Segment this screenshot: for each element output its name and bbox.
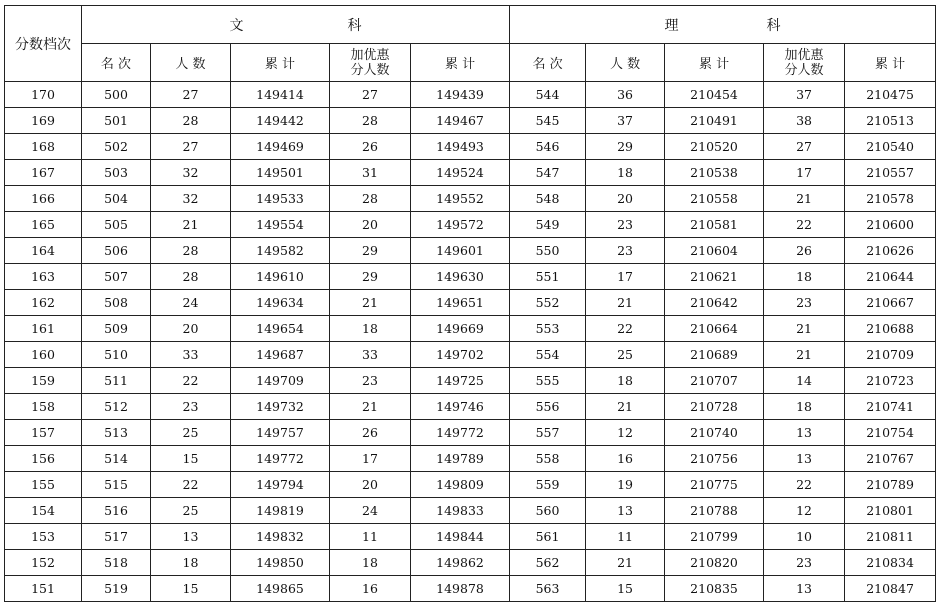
li-bonus-cumulative-cell: 210557 [845,160,936,186]
score-band-cell: 155 [5,472,82,498]
wen-rank-cell: 506 [82,238,151,264]
li-bonus-cumulative-cell: 210644 [845,264,936,290]
score-band-cell: 164 [5,238,82,264]
li-count-cell: 20 [586,186,665,212]
score-band-cell: 157 [5,420,82,446]
li-bonus-cumulative-cell: 210709 [845,342,936,368]
li-bonus-cumulative-cell: 210475 [845,82,936,108]
li-count-cell: 17 [586,264,665,290]
table-row [5,316,936,342]
li-rank-cell: 544 [510,82,586,108]
li-cumulative-cell: 210621 [665,264,764,290]
li-bonus-count-cell: 22 [764,212,845,238]
li-rank-cell: 561 [510,524,586,550]
table-row [5,264,936,290]
wen-rank-cell: 519 [82,576,151,602]
wen-rank-cell: 509 [82,316,151,342]
li-bonus-count-cell: 27 [764,134,845,160]
wen-bonus-cumulative-cell: 149725 [411,368,510,394]
table-row [5,342,936,368]
wen-bonus-count-cell: 21 [330,394,411,420]
score-band-cell: 154 [5,498,82,524]
wen-bonus-cumulative-cell: 149467 [411,108,510,134]
wen-cumulative-cell: 149819 [231,498,330,524]
li-rank-cell: 545 [510,108,586,134]
liberal-arts-title-char-1: 文 [229,17,244,34]
wen-count-cell: 25 [151,420,231,446]
li-bonus-count-cell: 12 [764,498,845,524]
wen-cumulative-cell: 149850 [231,550,330,576]
science-header [510,6,936,44]
li-cumulative-cell: 210756 [665,446,764,472]
li-bonus-count-cell: 10 [764,524,845,550]
li-rank-cell: 557 [510,420,586,446]
li-rank-cell: 556 [510,394,586,420]
li-bonus-cumulative-cell: 210801 [845,498,936,524]
wen-rank-cell: 516 [82,498,151,524]
li-rank-cell: 546 [510,134,586,160]
li-bonus-cumulative-cell: 210688 [845,316,936,342]
li-bonus-cumulative-cell: 210540 [845,134,936,160]
li-count-cell: 36 [586,82,665,108]
wen-cumulative-cell: 149554 [231,212,330,238]
li-count-cell: 29 [586,134,665,160]
wen-cumulative-cell: 149794 [231,472,330,498]
wen-bonus-count-cell: 18 [330,316,411,342]
li-rank-cell: 551 [510,264,586,290]
score-band-cell: 152 [5,550,82,576]
score-band-cell: 165 [5,212,82,238]
wen-rank-cell: 500 [82,82,151,108]
score-band-cell: 167 [5,160,82,186]
li-cumulative-cell: 210689 [665,342,764,368]
wen-cumulative-header: 累 计 [231,44,330,82]
li-cumulative-cell: 210538 [665,160,764,186]
wen-bonus-cumulative-cell: 149878 [411,576,510,602]
wen-cumulative-cell: 149610 [231,264,330,290]
wen-bonus-count-cell: 26 [330,134,411,160]
wen-count-cell: 25 [151,498,231,524]
score-band-cell: 156 [5,446,82,472]
li-cumulative-header: 累 计 [665,44,764,82]
wen-rank-cell: 512 [82,394,151,420]
wen-count-cell: 13 [151,524,231,550]
wen-count-cell: 33 [151,342,231,368]
table-row [5,108,936,134]
wen-bonus-count-cell: 18 [330,550,411,576]
li-bonus-count-cell: 21 [764,316,845,342]
wen-bonus-cumulative-cell: 149746 [411,394,510,420]
wen-bonus-count-cell: 29 [330,264,411,290]
li-bonus-cumulative-cell: 210626 [845,238,936,264]
wen-rank-cell: 514 [82,446,151,472]
li-cumulative-cell: 210775 [665,472,764,498]
wen-bonus-count-cell: 31 [330,160,411,186]
li-bonus-cumulative-cell: 210754 [845,420,936,446]
wen-bonus-cumulative-cell: 149651 [411,290,510,316]
li-bonus-count-cell: 14 [764,368,845,394]
li-bonus-cumulative-cell: 210741 [845,394,936,420]
wen-bonus-cumulative-cell: 149809 [411,472,510,498]
li-rank-cell: 560 [510,498,586,524]
wen-count-cell: 27 [151,134,231,160]
li-count-cell: 21 [586,394,665,420]
li-cumulative-cell: 210642 [665,290,764,316]
wen-bonus-cumulative-cell: 149601 [411,238,510,264]
li-bonus-count-cell: 23 [764,290,845,316]
wen-rank-cell: 508 [82,290,151,316]
wen-cumulative-cell: 149582 [231,238,330,264]
wen-bonus-count-cell: 24 [330,498,411,524]
li-count-cell: 18 [586,368,665,394]
wen-bonus-cumulative-cell: 149702 [411,342,510,368]
li-bonus-count-cell: 18 [764,394,845,420]
score-band-cell: 161 [5,316,82,342]
wen-bonus-count-cell: 17 [330,446,411,472]
li-rank-cell: 549 [510,212,586,238]
wen-cumulative-cell: 149757 [231,420,330,446]
li-bonus-cumulative-cell: 210667 [845,290,936,316]
wen-count-cell: 22 [151,368,231,394]
science-title-char-2: 科 [766,17,781,34]
li-cumulative-cell: 210820 [665,550,764,576]
wen-rank-cell: 502 [82,134,151,160]
li-count-cell: 15 [586,576,665,602]
wen-rank-header: 名 次 [82,44,151,82]
wen-bonus-count-cell: 29 [330,238,411,264]
wen-bonus-count-cell: 21 [330,290,411,316]
table-row [5,160,936,186]
table-row [5,82,936,108]
wen-count-cell: 28 [151,238,231,264]
li-rank-cell: 563 [510,576,586,602]
li-count-cell: 16 [586,446,665,472]
table-row [5,420,936,446]
wen-bonus-cumulative-cell: 149789 [411,446,510,472]
li-rank-cell: 562 [510,550,586,576]
wen-bonus-cumulative-cell: 149862 [411,550,510,576]
wen-count-cell: 28 [151,264,231,290]
wen-bonus-cumulative-header: 累 计 [411,44,510,82]
li-bonus-count-cell: 23 [764,550,845,576]
li-cumulative-cell: 210454 [665,82,764,108]
wen-bonus-cumulative-cell: 149630 [411,264,510,290]
table-row [5,446,936,472]
wen-bonus-count-cell: 20 [330,472,411,498]
score-band-cell: 162 [5,290,82,316]
li-count-cell: 23 [586,238,665,264]
wen-count-cell: 22 [151,472,231,498]
li-bonus-count-cell: 37 [764,82,845,108]
wen-bonus-count-cell: 27 [330,82,411,108]
li-count-cell: 13 [586,498,665,524]
score-band-cell: 169 [5,108,82,134]
li-cumulative-cell: 210788 [665,498,764,524]
score-band-cell: 166 [5,186,82,212]
header-row-groups [5,6,936,44]
li-cumulative-cell: 210581 [665,212,764,238]
li-bonus-cumulative-cell: 210834 [845,550,936,576]
wen-count-cell: 23 [151,394,231,420]
wen-cumulative-cell: 149865 [231,576,330,602]
li-cumulative-cell: 210707 [665,368,764,394]
li-bonus-count-cell: 21 [764,342,845,368]
score-band-cell: 170 [5,82,82,108]
table-row [5,394,936,420]
wen-count-cell: 24 [151,290,231,316]
li-rank-cell: 555 [510,368,586,394]
li-count-cell: 21 [586,290,665,316]
wen-bonus-count-cell: 33 [330,342,411,368]
wen-rank-cell: 513 [82,420,151,446]
wen-bonus-cumulative-cell: 149552 [411,186,510,212]
wen-bonus-count-cell: 23 [330,368,411,394]
wen-bonus-count-cell: 20 [330,212,411,238]
score-band-cell: 160 [5,342,82,368]
wen-rank-cell: 511 [82,368,151,394]
li-bonus-count-cell: 21 [764,186,845,212]
li-bonus-count-cell: 13 [764,446,845,472]
li-rank-cell: 558 [510,446,586,472]
liberal-arts-title-char-2: 科 [347,17,362,34]
wen-bonus-cumulative-cell: 149524 [411,160,510,186]
header-row-columns [5,44,936,82]
li-bonus-cumulative-cell: 210723 [845,368,936,394]
li-count-cell: 25 [586,342,665,368]
li-bonus-cumulative-cell: 210513 [845,108,936,134]
li-count-cell: 18 [586,160,665,186]
wen-cumulative-cell: 149442 [231,108,330,134]
wen-count-cell: 21 [151,212,231,238]
score-band-cell: 163 [5,264,82,290]
li-count-cell: 22 [586,316,665,342]
wen-bonus-cumulative-cell: 149493 [411,134,510,160]
wen-count-cell: 28 [151,108,231,134]
li-bonus-count-cell: 13 [764,420,845,446]
li-rank-cell: 559 [510,472,586,498]
li-cumulative-cell: 210558 [665,186,764,212]
wen-bonus-cumulative-cell: 149833 [411,498,510,524]
li-rank-cell: 554 [510,342,586,368]
wen-count-cell: 32 [151,160,231,186]
wen-rank-cell: 510 [82,342,151,368]
li-bonus-count-cell: 17 [764,160,845,186]
li-rank-cell: 550 [510,238,586,264]
li-count-cell: 37 [586,108,665,134]
score-band-cell: 168 [5,134,82,160]
score-band-cell: 151 [5,576,82,602]
li-bonus-cumulative-cell: 210600 [845,212,936,238]
science-title-char-1: 理 [664,17,679,34]
wen-bonus-cumulative-cell: 149572 [411,212,510,238]
li-rank-cell: 548 [510,186,586,212]
wen-rank-cell: 518 [82,550,151,576]
wen-cumulative-cell: 149533 [231,186,330,212]
li-cumulative-cell: 210664 [665,316,764,342]
li-bonus-cumulative-cell: 210767 [845,446,936,472]
wen-cumulative-cell: 149687 [231,342,330,368]
wen-cumulative-cell: 149634 [231,290,330,316]
li-bonus-count-cell: 38 [764,108,845,134]
wen-cumulative-cell: 149414 [231,82,330,108]
score-distribution-table [4,5,936,602]
li-count-cell: 12 [586,420,665,446]
wen-count-cell: 18 [151,550,231,576]
wen-count-header: 人 数 [151,44,231,82]
li-bonus-cumulative-cell: 210847 [845,576,936,602]
table-row [5,212,936,238]
wen-rank-cell: 505 [82,212,151,238]
wen-bonus-count-cell: 16 [330,576,411,602]
li-count-header: 人 数 [586,44,665,82]
wen-cumulative-cell: 149832 [231,524,330,550]
wen-cumulative-cell: 149501 [231,160,330,186]
li-bonus-count-cell: 22 [764,472,845,498]
wen-bonus-cumulative-cell: 149669 [411,316,510,342]
li-cumulative-cell: 210740 [665,420,764,446]
table-row [5,472,936,498]
wen-rank-cell: 507 [82,264,151,290]
score-band-cell: 159 [5,368,82,394]
li-bonus-count-cell: 13 [764,576,845,602]
table-row [5,238,936,264]
li-count-cell: 23 [586,212,665,238]
li-bonus-cumulative-cell: 210789 [845,472,936,498]
li-rank-cell: 547 [510,160,586,186]
wen-rank-cell: 501 [82,108,151,134]
wen-count-cell: 27 [151,82,231,108]
wen-cumulative-cell: 149469 [231,134,330,160]
wen-bonus-count-cell: 11 [330,524,411,550]
wen-count-cell: 15 [151,576,231,602]
wen-bonus-count-cell: 26 [330,420,411,446]
wen-rank-cell: 504 [82,186,151,212]
li-count-cell: 19 [586,472,665,498]
li-cumulative-cell: 210835 [665,576,764,602]
wen-count-cell: 15 [151,446,231,472]
li-cumulative-cell: 210799 [665,524,764,550]
table-row [5,498,936,524]
table-row [5,186,936,212]
wen-cumulative-cell: 149732 [231,394,330,420]
table-row [5,524,936,550]
score-band-cell: 158 [5,394,82,420]
wen-rank-cell: 515 [82,472,151,498]
wen-cumulative-cell: 149709 [231,368,330,394]
wen-cumulative-cell: 149654 [231,316,330,342]
table-row [5,576,936,602]
li-bonus-count-header: 加优惠 分人数 [764,44,845,82]
table-row [5,368,936,394]
li-cumulative-cell: 210520 [665,134,764,160]
wen-bonus-count-cell: 28 [330,186,411,212]
li-bonus-cumulative-header: 累 计 [845,44,936,82]
li-cumulative-cell: 210491 [665,108,764,134]
wen-count-cell: 20 [151,316,231,342]
li-rank-cell: 552 [510,290,586,316]
li-bonus-count-cell: 18 [764,264,845,290]
li-bonus-cumulative-cell: 210811 [845,524,936,550]
wen-bonus-cumulative-cell: 149772 [411,420,510,446]
li-count-cell: 11 [586,524,665,550]
wen-bonus-cumulative-cell: 149439 [411,82,510,108]
li-bonus-count-cell: 26 [764,238,845,264]
table-row [5,134,936,160]
wen-cumulative-cell: 149772 [231,446,330,472]
li-count-cell: 21 [586,550,665,576]
wen-count-cell: 32 [151,186,231,212]
score-band-header: 分数档次 [5,6,82,82]
li-bonus-cumulative-cell: 210578 [845,186,936,212]
table-row [5,290,936,316]
liberal-arts-header [82,6,510,44]
li-cumulative-cell: 210604 [665,238,764,264]
li-rank-cell: 553 [510,316,586,342]
li-cumulative-cell: 210728 [665,394,764,420]
li-rank-header: 名 次 [510,44,586,82]
wen-rank-cell: 503 [82,160,151,186]
score-band-cell: 153 [5,524,82,550]
wen-bonus-count-header: 加优惠 分人数 [330,44,411,82]
table-row [5,550,936,576]
wen-bonus-cumulative-cell: 149844 [411,524,510,550]
wen-rank-cell: 517 [82,524,151,550]
wen-bonus-count-cell: 28 [330,108,411,134]
